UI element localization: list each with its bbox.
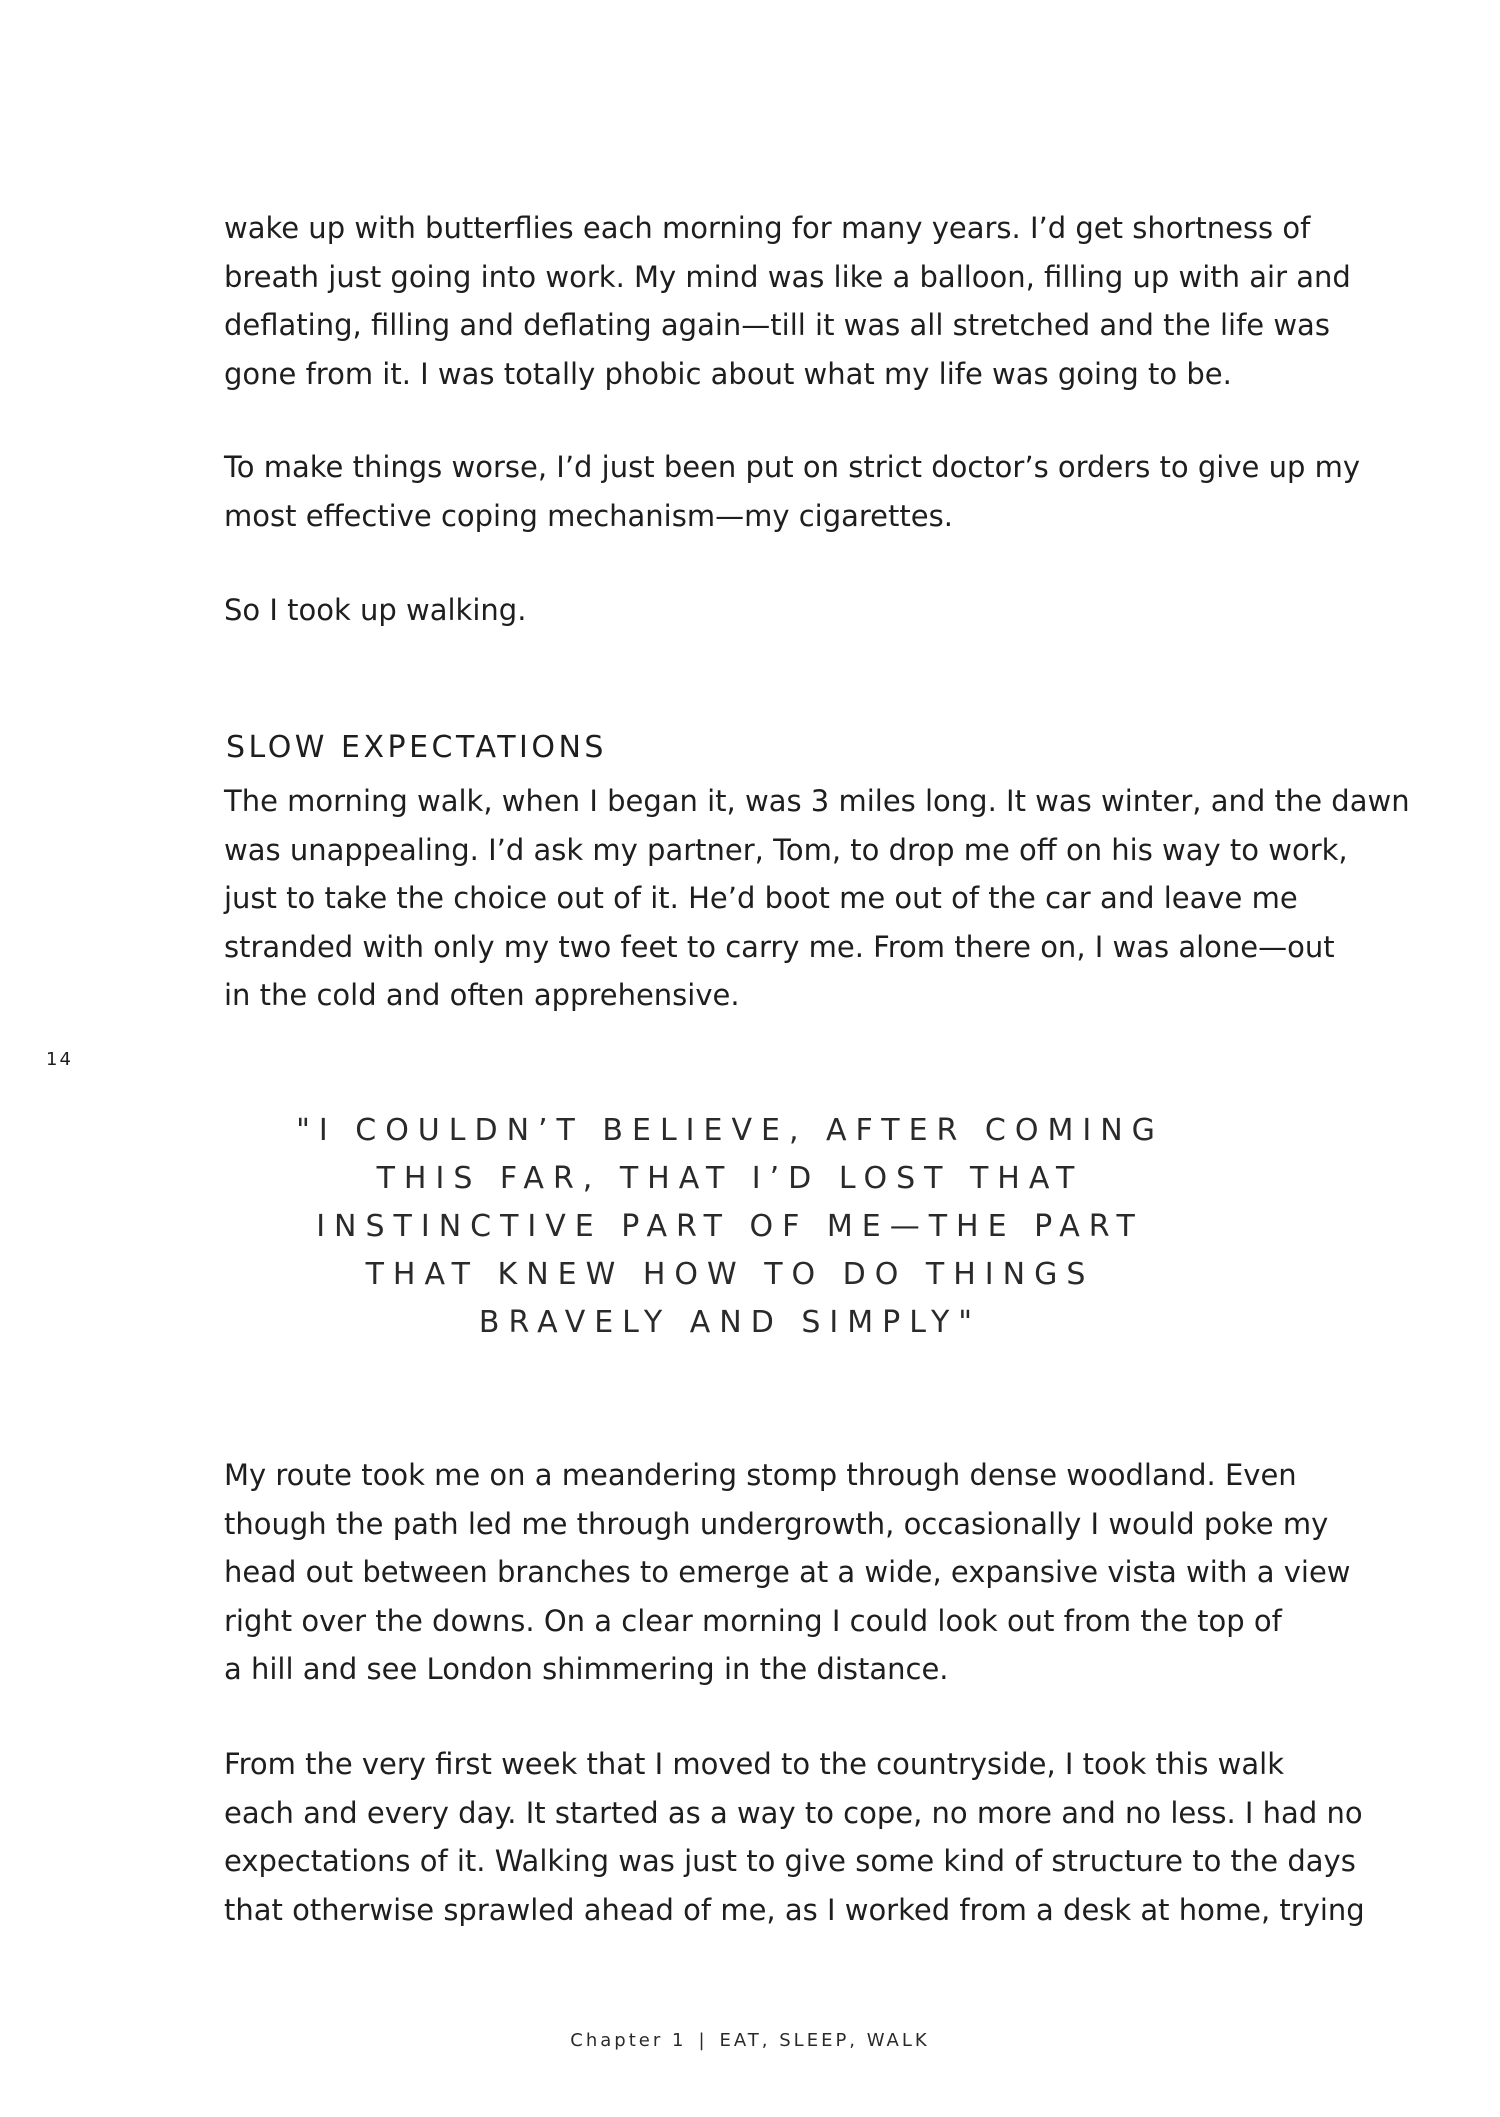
text-line: So I took up walking. — [224, 593, 527, 627]
text-line: gone from it. I was totally phobic about what my life was going to be. — [224, 356, 1232, 391]
footer-separator: | — [698, 2030, 708, 2051]
text-line: wake up with butterflies each morning for many years. I’d get shortness of — [224, 211, 1311, 245]
text-line: most effective coping mechanism—my cigarettes. — [224, 498, 953, 533]
text-line: From the very first week that I moved to the countryside, I took this walk — [224, 1747, 1285, 1781]
text-line: head out between branches to emerge at a wide, expansive vista with a view — [224, 1555, 1351, 1589]
pull-quote-line: BRAVELY AND SIMPLY" — [478, 1305, 982, 1340]
footer-chapter: Chapter 1 — [570, 2030, 687, 2051]
body-paragraph — [224, 1451, 1364, 1694]
text-line: just to take the choice out of it. He’d boot me out of the car and leave me — [224, 881, 1298, 915]
text-line: right over the downs. On a clear morning I could look out from the top of — [224, 1603, 1282, 1638]
page-number: 14 — [46, 1049, 73, 1070]
text-line: The morning walk, when I began it, was 3 miles long. It was winter, and the dawn — [224, 784, 1410, 818]
section-heading: SLOW EXPECTATIONS — [226, 730, 607, 765]
text-line: stranded with only my two feet to carry me. From there on, I was alone—out — [224, 929, 1335, 964]
pull-quote-line: THIS FAR, THAT I’D LOST THAT — [376, 1161, 1084, 1196]
text-line: breath just going into work. My mind was like a balloon, filling up with air and — [224, 259, 1351, 294]
body-paragraph — [224, 586, 1364, 635]
footer-title: EAT, SLEEP, WALK — [719, 2030, 930, 2051]
text-line: though the path led me through undergrowth, occasionally I would poke my — [224, 1506, 1329, 1541]
text-line: deflating, filling and deflating again—till it was all stretched and the life was — [224, 308, 1330, 342]
body-paragraph — [224, 443, 1364, 540]
pull-quote-line: "I COULDN’T BELIEVE, AFTER COMING — [296, 1113, 1164, 1148]
text-line: To make things worse, I’d just been put on strict doctor’s orders to give up my — [224, 450, 1360, 484]
running-footer — [0, 2030, 1500, 2051]
text-line: My route took me on a meandering stomp through dense woodland. Even — [224, 1458, 1297, 1492]
pull-quote — [260, 1107, 1200, 1347]
text-line: each and every day. It started as a way to cope, no more and no less. I had no — [224, 1795, 1363, 1830]
text-line: a hill and see London shimmering in the distance. — [224, 1652, 949, 1686]
pull-quote-line: THAT KNEW HOW TO DO THINGS — [365, 1257, 1095, 1292]
pull-quote-line: INSTINCTIVE PART OF ME—THE PART — [316, 1209, 1144, 1244]
body-paragraph — [224, 204, 1364, 398]
text-line: expectations of it. Walking was just to give some kind of structure to the days — [224, 1844, 1356, 1878]
body-paragraph — [224, 1740, 1364, 1934]
text-line: in the cold and often apprehensive. — [224, 978, 740, 1012]
text-line: was unappealing. I’d ask my partner, Tom, to drop me off on his way to work, — [224, 832, 1348, 867]
text-line: that otherwise sprawled ahead of me, as I worked from a desk at home, trying — [224, 1892, 1365, 1927]
body-paragraph — [224, 777, 1410, 1020]
